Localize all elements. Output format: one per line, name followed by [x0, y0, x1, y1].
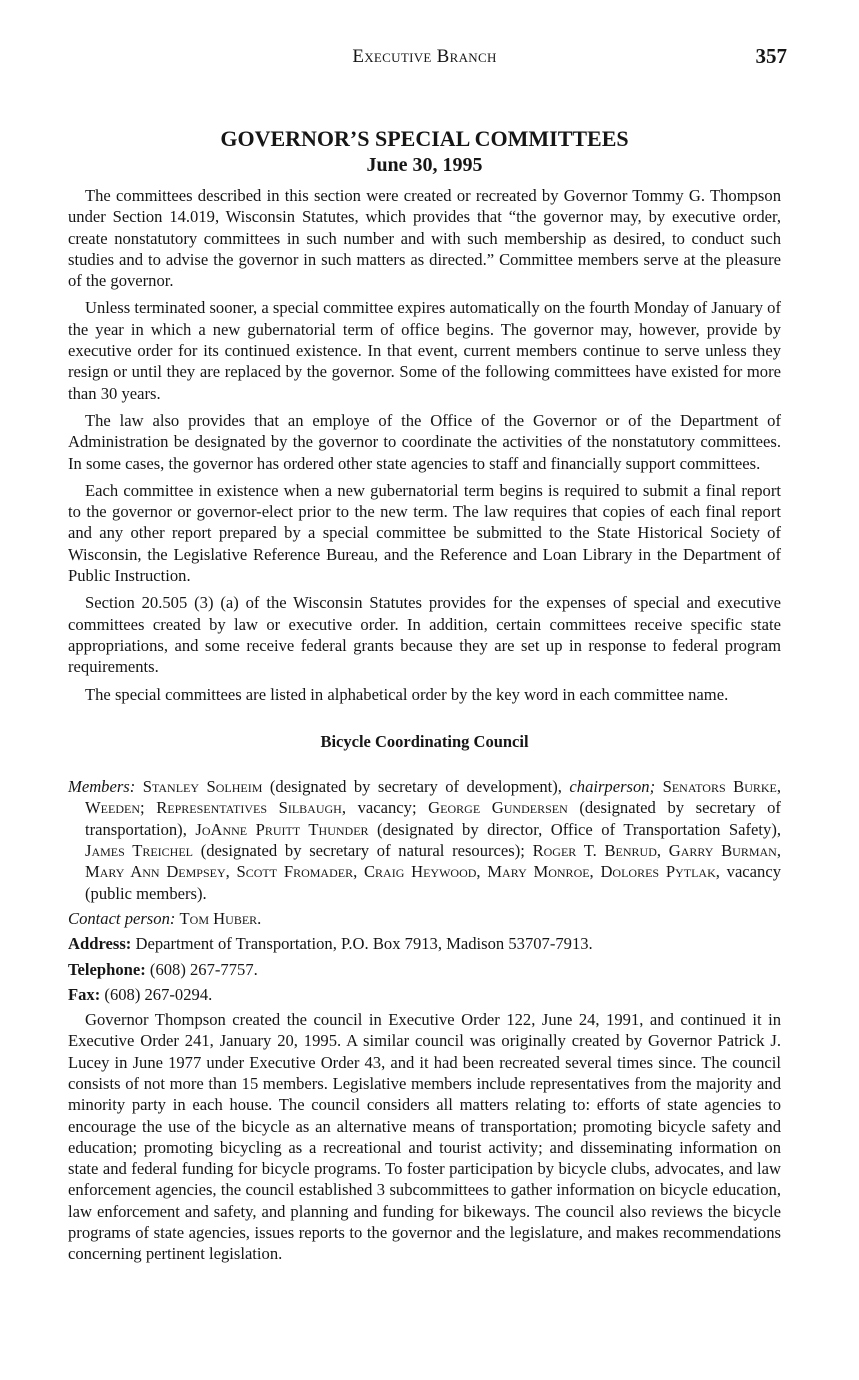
page-number: 357 [755, 44, 787, 68]
intro-paragraph: Unless terminated sooner, a special committee expires automatically on the fourth Monday of January of the year in which a new gubernatorial term of office begins. The governor may, however, provide by executive order for its continued existence. In that event, current members continue to serve unless they resign or until they are replaced by the governor. Some of the following committees have existed for more than 30 years. [68, 298, 781, 403]
member-note: (designated by director, Office of Transportation Safety), [377, 819, 781, 839]
chair-name: Stanley Solheim [142, 777, 263, 797]
address-value: Department of Transportation, P.O. Box 7913, Madison 53707-7913. [135, 934, 593, 954]
fax-entry [68, 984, 781, 1005]
member-name: George Gundersen [428, 798, 568, 818]
member-name: James Treichel [85, 841, 193, 861]
representatives-label: Representatives [156, 798, 267, 818]
running-header [68, 44, 787, 74]
member-note: (designated by secretary of natural resources); [200, 841, 525, 861]
members-entry [68, 776, 781, 904]
member-note: (designated by secretary of transportation), [85, 798, 781, 839]
chair-note: (designated by secretary of development), [269, 777, 562, 797]
senators-names: Burke, Weeden; [85, 777, 782, 818]
section-title: Executive Branch [352, 46, 497, 67]
intro-paragraph: The committees described in this section were created or recreated by Governor Tommy G. Thompson under Section 14.019, Wisconsin Statutes, which provides that “the governor may, by executive order, create nonstatutory committees in such number and with such membership as desired, to conduct such studies and to advise the governor in such matters as directed.” Committee members serve at the pleasure of the governor. [68, 186, 781, 291]
intro-paragraph: Each committee in existence when a new gubernatorial term begins is required to submit a final report to the governor or governor-elect prior to the new term. The law requires that copies of each final report and any other report prepared by a special committee be submitted to the State Historical Society of Wisconsin, the Legislative Reference Bureau, and the Reference and Loan Library in the Department of Public Instruction. [68, 480, 781, 586]
intro-paragraph: The special committees are listed in alphabetical order by the key word in each committee name. [85, 684, 729, 704]
page-title [68, 126, 781, 178]
committee-heading: Bicycle Coordinating Council [320, 731, 529, 751]
telephone-label: Telephone: [68, 959, 146, 979]
fax-value: (608) 267-0294. [104, 984, 213, 1004]
title-line-1: GOVERNOR’S SPECIAL COMMITTEES [220, 126, 629, 151]
address-label: Address: [68, 934, 132, 954]
telephone-value: (608) 267-7757. [149, 959, 258, 979]
contact-label: Contact person: [68, 908, 176, 928]
fax-label: Fax: [68, 984, 101, 1004]
address-entry [68, 933, 781, 954]
public-member-names: Roger T. Benrud, Garry Burman, Mary Ann Dempsey, Scott Fromader, Craig Heywood, Mary Monroe, Dolores Pytlak, [85, 841, 781, 882]
contact-name: Tom Huber. [179, 908, 262, 928]
representatives-note: vacancy; [357, 798, 417, 818]
body-content [68, 185, 781, 1271]
member-name: JoAnne Pruitt Thunder [195, 819, 369, 839]
members-label: Members: [68, 777, 136, 797]
senators-label: Senators [662, 777, 726, 797]
contact-entry [68, 908, 781, 929]
representatives-names: Silbaugh, [278, 798, 346, 818]
intro-paragraph: Section 20.505 (3) (a) of the Wisconsin Statutes provides for the expenses of special and executive committees created by law or executive order. In addition, certain committees receive specific state appropriations, and some receive federal grants because they are set up in response to federal program requirements. [68, 593, 781, 677]
telephone-entry [68, 959, 781, 980]
title-date: June 30, 1995 [366, 154, 483, 176]
intro-paragraph: The law also provides that an employe of the Office of the Governor or of the Department of Administration be designated by the governor to coordinate the activities of the nonstatutory committees. In some cases, the governor has ordered other state agencies to staff and financially support committees. [68, 410, 781, 473]
public-member-note: vacancy (public members). [85, 862, 781, 903]
chair-role: chairperson; [569, 777, 656, 797]
committee-description: Governor Thompson created the council in Executive Order 122, June 24, 1991, and continued it in Executive Order 241, January 20, 1995. A similar council was originally created by Governor Patrick J. Lucey in June 1977 under Executive Order 43, and it had been recreated several times since. The council consists of not more than 15 members. Legislative members include representatives from the majority and minority party in each house. The council considers all matters relating to: efforts of state agencies to encourage the use of the bicycle as an alternative means of transportation; promoting bicycle safety and education; promoting bicycling as a recreational and tourist activity; and disseminating information on state and federal funding for bicycle programs. To foster participation by bicycle clubs, advocates, and law enforcement agencies, the council established 3 subcommittees to gather information on bicycle education, law enforcement and safety, and planning and funding for bikeways. The council also reviews the bicycle programs of state agencies, issues reports to the governor and the legislature, and makes recommendations concerning pertinent legislation. [68, 1010, 781, 1264]
